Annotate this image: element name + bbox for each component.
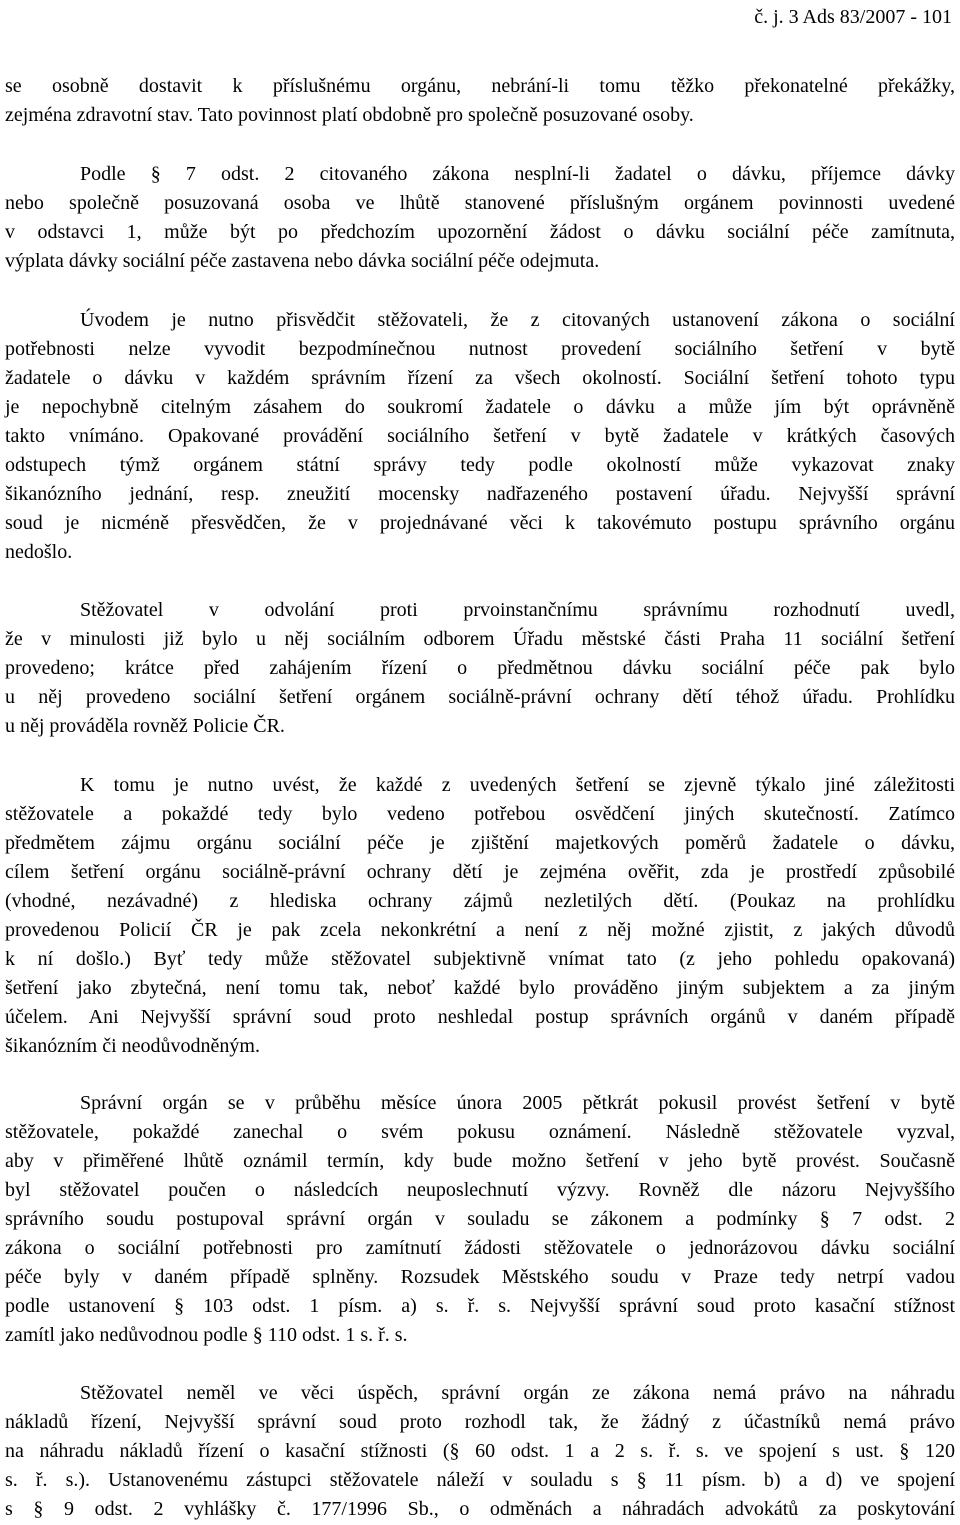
case-number: č. j. 3 Ads 83/2007 - 101 [754, 6, 952, 28]
text-line: nákladů řízení, Nejvyšší správní soud proto rozhodl tak, že žádný z účastníků nemá právo [5, 1411, 955, 1433]
text-line: se osobně dostavit k příslušnému orgánu, nebrání-li tomu těžko překonatelné překážky, [5, 75, 955, 97]
text-line: K tomu je nutno uvést, že každé z uvedených šetření se zjevně týkalo jiné záležitosti [80, 774, 955, 796]
text-line: provedenou Policií ČR je pak zcela nekonkrétní a není z něj možné zjistit, z jakých důvodů [5, 919, 955, 941]
text-line: podle ustanovení § 103 odst. 1 písm. a) s. ř. s. Nejvyšší správní soud proto kasační stížnost [5, 1295, 955, 1317]
text-line: je nepochybně citelným zásahem do soukromí žadatele o dávku a může jím být oprávněně [5, 396, 955, 418]
text-line: provedeno; krátce před zahájením řízení o předmětnou dávku sociální péče pak bylo [5, 657, 955, 679]
text-line: na náhradu nákladů řízení o kasační stížnosti (§ 60 odst. 1 a 2 s. ř. s. ve spojení s ust. § 120 [5, 1440, 955, 1462]
text-line: předmětem zájmu orgánu sociální péče je zjištění majetkových poměrů žadatele o dávku, [5, 832, 955, 854]
text-line: soud je nicméně přesvědčen, že v projednávané věci k takovémuto postupu správního orgánu [5, 512, 955, 534]
text-line: stěžovatele, pokaždé zanechal o svém pokusu oznámení. Následně stěžovatele vyzval, [5, 1121, 955, 1143]
text-line: zákona o sociální potřebnosti pro zamítnutí žádosti stěžovatele o jednorázovou dávku sociální [5, 1237, 955, 1259]
text-line: šetření jako zbytečná, není tomu tak, neboť každé bylo prováděno jiným subjektem a za jiným [5, 977, 955, 999]
text-line: byl stěžovatel poučen o následcích neuposlechnutí výzvy. Rovněž dle názoru Nejvyššího [5, 1179, 955, 1201]
text-line: zamítl jako nedůvodnou podle § 110 odst. 1 s. ř. s. [5, 1324, 408, 1346]
text-line: u něj provedeno sociální šetření orgánem sociálně-právní ochrany dětí téhož úřadu. Prohlídku [5, 686, 955, 708]
text-line: Úvodem je nutno přisvědčit stěžovateli, že z citovaných ustanovení zákona o sociální [80, 309, 955, 331]
text-line: aby v přiměřené lhůtě oznámil termín, kdy bude možno šetření v jeho bytě provést. Současně [5, 1150, 955, 1172]
text-line: s. ř. s.). Ustanovenému zástupci stěžovatele náleží v souladu s § 11 písm. b) a d) ve spojení [5, 1469, 955, 1491]
text-line: u něj prováděla rovněž Policie ČR. [5, 715, 285, 737]
text-line: Správní orgán se v průběhu měsíce února 2005 pětkrát pokusil provést šetření v bytě [80, 1092, 955, 1114]
text-line: že v minulosti již bylo u něj sociálním odborem Úřadu městské části Praha 11 sociální šetření [5, 628, 955, 650]
text-line: správního soudu postupoval správní orgán v souladu se zákonem a podmínky § 7 odst. 2 [5, 1208, 955, 1230]
text-line: výplata dávky sociální péče zastavena nebo dávka sociální péče odejmuta. [5, 250, 600, 272]
text-line: účelem. Ani Nejvyšší správní soud proto neshledal postup správních orgánů v daném případě [5, 1006, 955, 1028]
text-line: cílem šetření orgánu sociálně-právní ochrany dětí je zejména ověřit, zda je prostředí způsobilé [5, 861, 955, 883]
text-line: šikanózního jednání, resp. zneužití mocensky nadřazeného postavení úřadu. Nejvyšší správní [5, 483, 955, 505]
text-line: potřebnosti nelze vyvodit bezpodmínečnou nutnost provedení sociálního šetření v bytě [5, 338, 955, 360]
text-line: takto vnímáno. Opakované provádění sociálního šetření v bytě žadatele v krátkých časových [5, 425, 955, 447]
text-line: Stěžovatel v odvolání proti prvoinstančnímu správnímu rozhodnutí uvedl, [80, 599, 955, 621]
text-line: Podle § 7 odst. 2 citovaného zákona nesplní-li žadatel o dávku, příjemce dávky [80, 163, 955, 185]
text-line: odstupech týmž orgánem státní správy tedy podle okolností může vykazovat znaky [5, 454, 955, 476]
text-line: nedošlo. [5, 541, 73, 563]
text-line: s § 9 odst. 2 vyhlášky č. 177/1996 Sb., o odměnách a náhradách advokátů za poskytování [5, 1498, 955, 1520]
text-line: stěžovatele a pokaždé tedy bylo vedeno potřebou osvědčení jiných skutečností. Zatímco [5, 803, 955, 825]
text-line: šikanózním či neodůvodněným. [5, 1035, 260, 1057]
text-line: v odstavci 1, může být po předchozím upozornění žádost o dávku sociální péče zamítnuta, [5, 221, 955, 243]
text-line: žadatele o dávku v každém správním řízení za všech okolností. Sociální šetření tohoto typu [5, 367, 955, 389]
text-line: nebo společně posuzovaná osoba ve lhůtě stanovené příslušným orgánem povinnosti uvedené [5, 192, 955, 214]
text-line: k ní došlo.) Byť tedy může stěžovatel subjektivně vnímat tato (z jeho pohledu opakovaná) [5, 948, 955, 970]
text-line: (vhodné, nezávadné) z hlediska ochrany zájmů nezletilých dětí. (Poukaz na prohlídku [5, 890, 955, 912]
text-line: péče byly v daném případě splněny. Rozsudek Městského soudu v Praze tedy netrpí vadou [5, 1266, 955, 1288]
text-line: zejména zdravotní stav. Tato povinnost platí obdobně pro společně posuzované osoby. [5, 104, 694, 126]
text-line: Stěžovatel neměl ve věci úspěch, správní orgán ze zákona nemá právo na náhradu [80, 1382, 955, 1404]
